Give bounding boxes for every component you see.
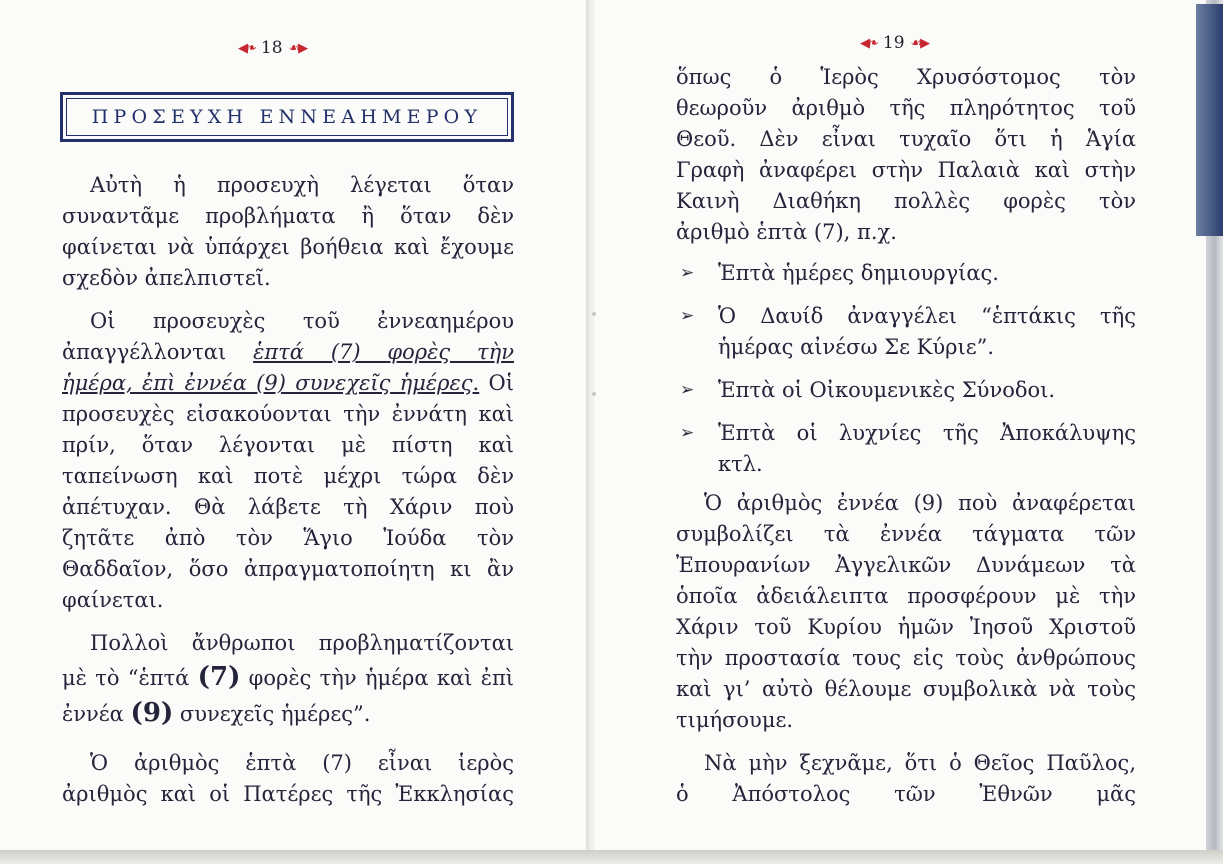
- bullet-item: [676, 418, 1136, 480]
- right-paragraph-3-line: ὁ Ἀπόστολος τῶν Ἐθνῶν μᾶς: [676, 782, 1136, 806]
- paragraph-2-line: ζητᾶτε ἀπὸ τὸν Ἅγιο Ἰούδα τὸν: [62, 526, 514, 550]
- paragraph-3: [62, 628, 514, 731]
- ornament-left-icon: ◀❧: [238, 40, 255, 56]
- paragraph-2-line: ἀπέτυχαν. Θὰ λάβετε τὴ Χάριν ποὺ: [62, 495, 514, 519]
- bullet-item: [676, 258, 1136, 289]
- bullet-item: [676, 301, 1136, 363]
- paragraph-2-line: Θαδδαῖον, ὅσο ἀπραγματοποίητη κι ἂν: [62, 557, 514, 581]
- cover-edge: [1196, 4, 1223, 236]
- bullet-text: Ἑπτὰ οἱ λυχνίες τῆς Ἀποκάλυψης: [718, 421, 1136, 445]
- page-number-left: ◀❧ 18 ☙▶: [238, 38, 307, 58]
- right-paragraph-1-line: Θεοῦ. Δὲν εἶναι τυχαῖο ὅτι ἡ Ἁγία: [676, 127, 1136, 151]
- paragraph-2: [62, 306, 514, 616]
- bullet-text: κτλ.: [718, 452, 763, 476]
- paragraph-3-line-3: ἐννέα (9) συνεχεῖς ἡμέρες”.: [62, 698, 371, 728]
- right-paragraph-3: [676, 748, 1136, 810]
- paragraph-1-line: σχεδὸν ἀπελπιστεῖ.: [62, 266, 271, 290]
- arrow-bullet-icon: ➢: [680, 263, 695, 283]
- right-paragraph-1-line: Καινὴ Διαθήκη πολλὲς φορὲς τὸν: [676, 189, 1136, 213]
- right-paragraph-1-line: Γραφὴ ἀναφέρει στὴν Παλαιὰ καὶ στὴν: [676, 158, 1136, 182]
- paragraph-2-line-3: ἡμέρα, ἐπὶ ἐννέα (9) συνεχεῖς ἡμέρες. Οἱ: [62, 371, 514, 395]
- paragraph-2-line: φαίνεται.: [62, 588, 164, 612]
- paragraph-2-line-1: Οἱ προσευχὲς τοῦ ἐννεαημέρου: [90, 309, 514, 333]
- paragraph-4-line: ἀριθμὸς καὶ οἱ Πατέρες τῆς Ἐκκλησίας: [62, 782, 514, 806]
- prayer-title-box: [60, 92, 514, 142]
- paragraph-2-line-2: ἀπαγγέλλονται ἑπτά (7) φορὲς τὴν: [62, 340, 514, 364]
- arrow-bullet-icon: ➢: [680, 306, 695, 326]
- margin-speck: [592, 392, 596, 396]
- arrow-bullet-icon: ➢: [680, 380, 695, 400]
- right-paragraph-2-line: Χάριν τοῦ Κυρίου ἡμῶν Ἰησοῦ Χριστοῦ: [676, 615, 1136, 639]
- ornament-left-icon: ◀❧: [860, 35, 877, 51]
- arrow-bullet-icon: ➢: [680, 423, 695, 443]
- paragraph-1: [62, 170, 514, 294]
- ornament-right-icon: ☙▶: [288, 40, 307, 56]
- margin-speck: [592, 312, 596, 316]
- bullet-list: [676, 258, 1136, 492]
- ornament-right-icon: ☙▶: [910, 35, 929, 51]
- page-number-right: ◀❧ 19 ☙▶: [860, 33, 929, 53]
- paragraph-4-line: Ὁ ἀριθμὸς ἑπτὰ (7) εἶναι ἱερὸς: [90, 751, 514, 775]
- paragraph-2-line: προσευχὲς εἰσακούονται τὴν ἐννάτη καὶ: [62, 402, 514, 426]
- paragraph-3-line-2: μὲ τὸ “ἑπτά (7) φορὲς τὴν ἡμέρα καὶ ἐπὶ: [62, 662, 515, 692]
- bullet-text: Ὁ Δαυίδ ἀναγγέλει “ἑπτάκις τῆς: [718, 304, 1136, 328]
- paragraph-1-line: συναντᾶμε προβλήματα ἢ ὅταν δὲν: [62, 204, 514, 228]
- right-paragraph-2-line: τιμήσουμε.: [676, 708, 794, 732]
- bottom-shadow: [0, 850, 1223, 864]
- right-paragraph-2-line: ὁποῖα ἀδειάλειπτα προσφέρουν μὲ τὴν: [676, 584, 1136, 608]
- right-paragraph-1-line: ἀριθμὸ ἑπτὰ (7), π.χ.: [676, 220, 897, 244]
- right-paragraph-3-line: Νὰ μὴν ξεχνᾶμε, ὅτι ὁ Θεῖος Παῦλος,: [704, 751, 1136, 775]
- right-paragraph-2-line: Ἐπουρανίων Ἀγγελικῶν Δυνάμεων τὰ: [676, 553, 1136, 577]
- right-paragraph-2-line: Ὁ ἀριθμὸς ἐννέα (9) ποὺ ἀναφέρεται: [704, 491, 1136, 515]
- paragraph-3-line-1: Πολλοὶ ἄνθρωποι προβληματίζονται: [90, 631, 514, 655]
- bullet-item: [676, 375, 1136, 406]
- paragraph-2-line: πρίν, ὅταν λέγονται μὲ πίστη καὶ: [62, 433, 514, 457]
- right-paragraph-1: [676, 62, 1136, 248]
- paragraph-4: [62, 748, 514, 810]
- paragraph-2-line: ταπείνωση καὶ ποτὲ μέχρι τώρα δὲν: [62, 464, 514, 488]
- right-paragraph-1-line: θεωροῦν ἀριθμὸ τῆς πληρότητος τοῦ: [676, 96, 1136, 120]
- right-paragraph-2-line: τὴν προστασία τους εἰς τοὺς ἀνθρώπους: [676, 646, 1136, 670]
- prayer-title: ΠΡΟΣΕΥΧΗ ΕΝΝΕΑΗΜΕΡΟΥ: [91, 106, 483, 128]
- paragraph-1-line: Αὐτὴ ἡ προσευχὴ λέγεται ὅταν: [90, 173, 514, 197]
- bullet-text: Ἑπτὰ ἡμέρες δημιουργίας.: [718, 261, 999, 285]
- bullet-text: Ἑπτὰ οἱ Οἰκουμενικὲς Σύνοδοι.: [718, 378, 1056, 402]
- bullet-text: ἡμέρας αἰνέσω Σε Κύριε”.: [718, 335, 994, 359]
- left-page: [0, 0, 590, 850]
- paragraph-1-line: φαίνεται νὰ ὑπάρχει βοήθεια καὶ ἔχουμε: [62, 235, 514, 259]
- right-paragraph-1-line: ὅπως ὁ Ἱερὸς Χρυσόστομος τὸν: [676, 65, 1136, 89]
- right-paragraph-2-line: συμβολίζει τὰ ἐννέα τάγματα τῶν: [676, 522, 1136, 546]
- right-paragraph-2-line: καὶ γι’ αὐτὸ θέλουμε συμβολικὰ νὰ τοὺς: [676, 677, 1136, 701]
- right-paragraph-2: [676, 488, 1136, 736]
